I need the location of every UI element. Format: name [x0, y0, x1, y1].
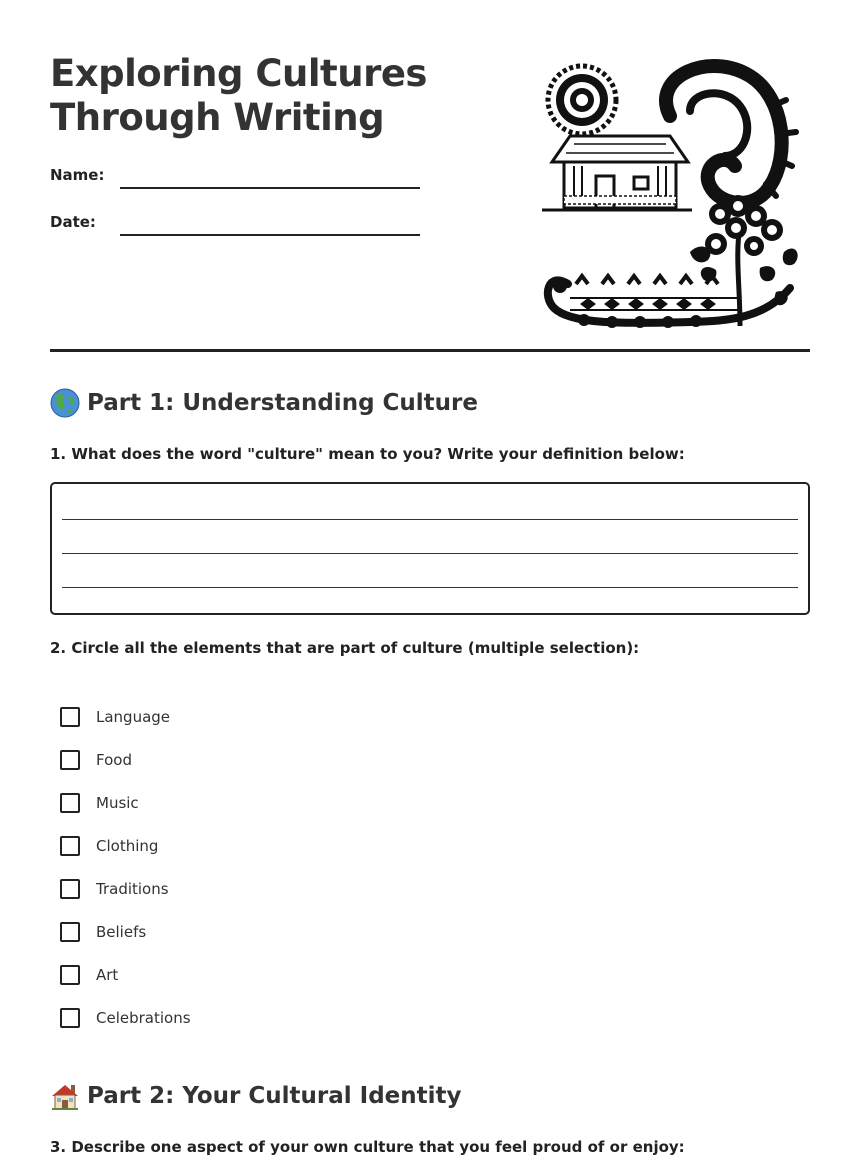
part2-heading [50, 1081, 462, 1111]
option-label: Language [96, 708, 171, 726]
name-label: Name: [50, 166, 105, 184]
checkbox[interactable] [60, 879, 80, 899]
leaf-curl-icon [548, 276, 790, 328]
part2-heading-text: Part 2: Your Cultural Identity [87, 1083, 462, 1109]
date-field[interactable] [120, 234, 420, 236]
option-label: Food [96, 751, 132, 769]
part1-heading [50, 388, 478, 418]
globe-icon [50, 388, 80, 418]
date-label: Date: [50, 213, 96, 231]
answer-line [62, 587, 798, 588]
option-label: Beliefs [96, 923, 147, 941]
part1-heading-text: Part 1: Understanding Culture [87, 390, 478, 416]
sun-swirl-icon [548, 66, 616, 134]
option-beliefs[interactable] [60, 920, 146, 944]
checkbox[interactable] [60, 707, 80, 727]
question-1: 1. What does the word "culture" mean to you? Write your definition below: [50, 445, 685, 463]
header-divider [50, 349, 810, 352]
question-3: 3. Describe one aspect of your own culture that you feel proud of or enjoy: [50, 1138, 685, 1156]
definition-answer-box[interactable] [50, 482, 810, 615]
option-label: Music [96, 794, 139, 812]
option-label: Celebrations [96, 1009, 191, 1027]
checkbox[interactable] [60, 1008, 80, 1028]
house-icon [542, 136, 692, 210]
folk-art-ornament-icon [540, 56, 800, 328]
option-traditions[interactable] [60, 877, 169, 901]
name-field[interactable] [120, 187, 420, 189]
answer-line [62, 553, 798, 554]
option-food[interactable] [60, 748, 132, 772]
checkbox[interactable] [60, 750, 80, 770]
question-2: 2. Circle all the elements that are part of culture (multiple selection): [50, 639, 640, 657]
checkbox[interactable] [60, 922, 80, 942]
option-label: Clothing [96, 837, 159, 855]
option-celebrations[interactable] [60, 1006, 191, 1030]
checkbox[interactable] [60, 965, 80, 985]
house-icon [50, 1081, 80, 1111]
option-clothing[interactable] [60, 834, 158, 858]
checkbox[interactable] [60, 793, 80, 813]
wave-swirl-icon [666, 66, 796, 203]
answer-line [62, 519, 798, 520]
option-label: Traditions [96, 880, 169, 898]
page-title: Exploring Cultures Through Writing [50, 52, 427, 139]
option-language[interactable] [60, 705, 170, 729]
checkbox[interactable] [60, 836, 80, 856]
option-music[interactable] [60, 791, 139, 815]
option-label: Art [96, 966, 119, 984]
option-art[interactable] [60, 963, 118, 987]
